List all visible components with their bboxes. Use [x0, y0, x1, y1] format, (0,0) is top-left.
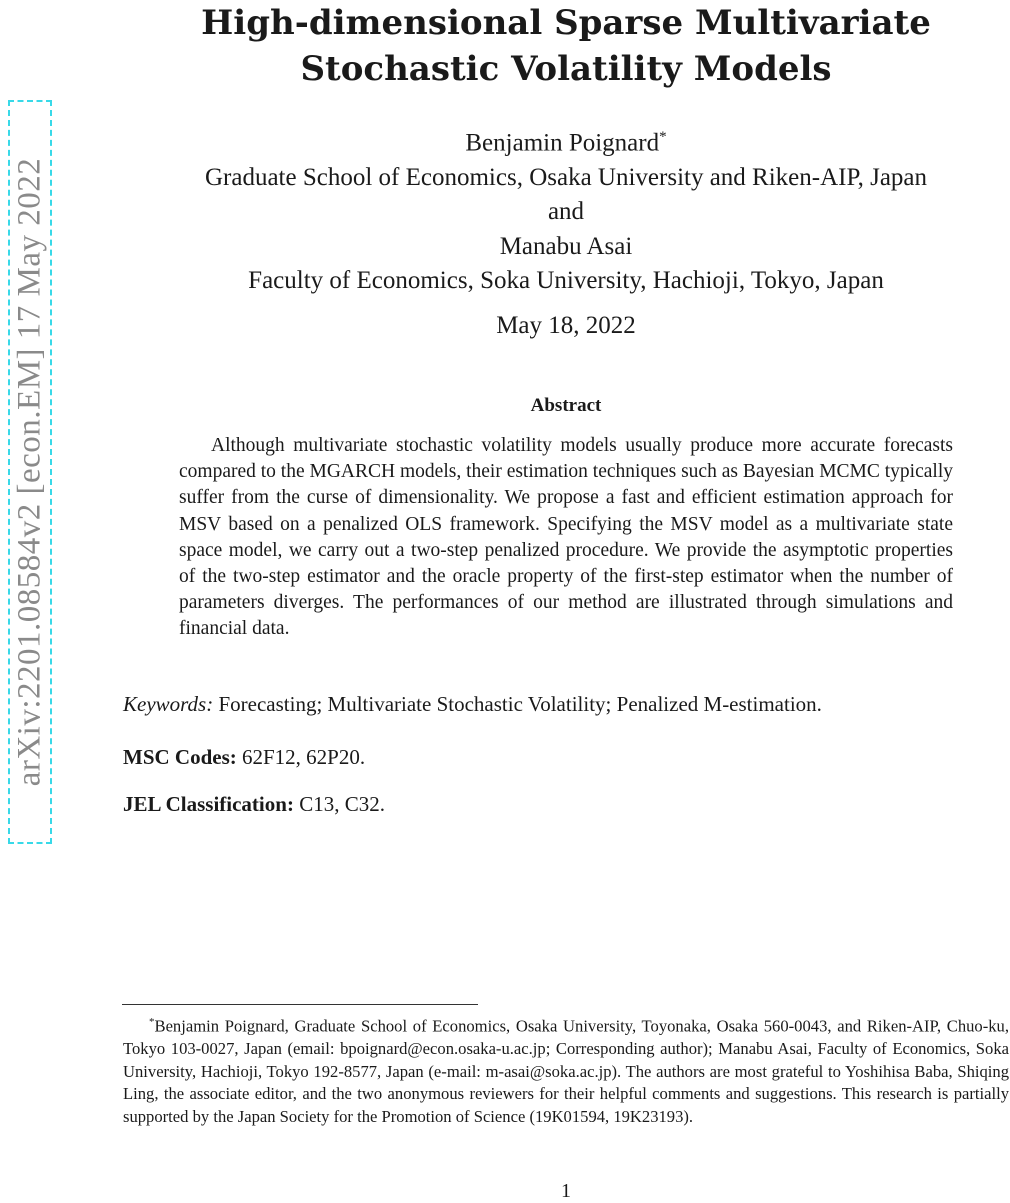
msc-codes-line — [123, 745, 365, 770]
keywords-label: Keywords: — [123, 692, 214, 716]
arxiv-stamp-text: arXiv:2201.08584v2 [econ.EM] 17 May 2022 — [11, 157, 48, 787]
author1-name: Benjamin Poignard — [465, 129, 660, 157]
author-conjunction: and — [547, 198, 585, 226]
abstract-body: Although multivariate stochastic volatility models usually produce more accurate forecasts compared to the MGARCH models, their estimation techniques such as Bayesian MCMC typically suffer from the curse of dimensionality. We propose a fast and efficient estimation approach for MSV based on a penalized OLS framework. Specifying the MSV model as a multivariate state space model, we carry out a two-step penalized procedure. We provide the asymptotic properties of the two-step estimator and the oracle property of the first-step estimator when the number of parameters diverges. The performances of our method are illustrated through simulations and financial data. — [179, 435, 953, 640]
jel-text: C13, C32. — [293, 792, 385, 816]
jel-label: JEL Classification: — [123, 792, 294, 816]
footnote-divider — [122, 1004, 478, 1005]
abstract-heading: Abstract — [530, 395, 602, 416]
author1 — [122, 120, 1010, 161]
author2-affiliation: Faculty of Economics, Soka University, Hachioji, Tokyo, Japan — [248, 267, 884, 295]
author2-name: Manabu Asai — [499, 232, 633, 260]
footnote — [123, 1011, 1009, 1129]
footnote-mark: * — [149, 1016, 155, 1028]
paper-title — [122, 0, 1010, 92]
paper-title-line1: High-dimensional Sparse Multivariate — [201, 3, 931, 43]
msc-label: MSC Codes: — [123, 745, 237, 769]
footnote-text: Benjamin Poignard, Graduate School of Economics, Osaka University, Toyonaka, Osaka 560-0043, and Riken-AIP, Chuo-ku, Tokyo 103-0027, Japan (email: bpoignard@econ.osaka-u.ac.jp; Corresponding author); Manabu Asai, Faculty of Economics, Soka University, Hachioji, Tokyo 192-8577, Japan (e-mail: m-asai@soka.ac.jp). The authors are most grateful to Yoshihisa Baba, Shiqing Ling, the associate editor, and the two anonymous reviewers for their helpful comments and suggestions. This research is partially supported by the Japan Society for the Promotion of Science (19K01594, 19K23193). — [123, 1016, 1009, 1126]
keywords-line — [123, 692, 1003, 717]
jel-classification-line — [123, 792, 385, 817]
author-block — [122, 120, 1010, 299]
author1-affiliation: Graduate School of Economics, Osaka University and Riken-AIP, Japan — [204, 163, 928, 191]
msc-text: 62F12, 62P20. — [236, 745, 366, 769]
author1-footnote-mark: * — [659, 129, 667, 145]
keywords-text: Forecasting; Multivariate Stochastic Volatility; Penalized M-estimation. — [213, 692, 822, 716]
paper-date: May 18, 2022 — [496, 312, 636, 339]
page-number: 1 — [561, 1180, 571, 1202]
paper-title-line2: Stochastic Volatility Models — [300, 49, 832, 89]
arxiv-stamp — [8, 100, 52, 844]
